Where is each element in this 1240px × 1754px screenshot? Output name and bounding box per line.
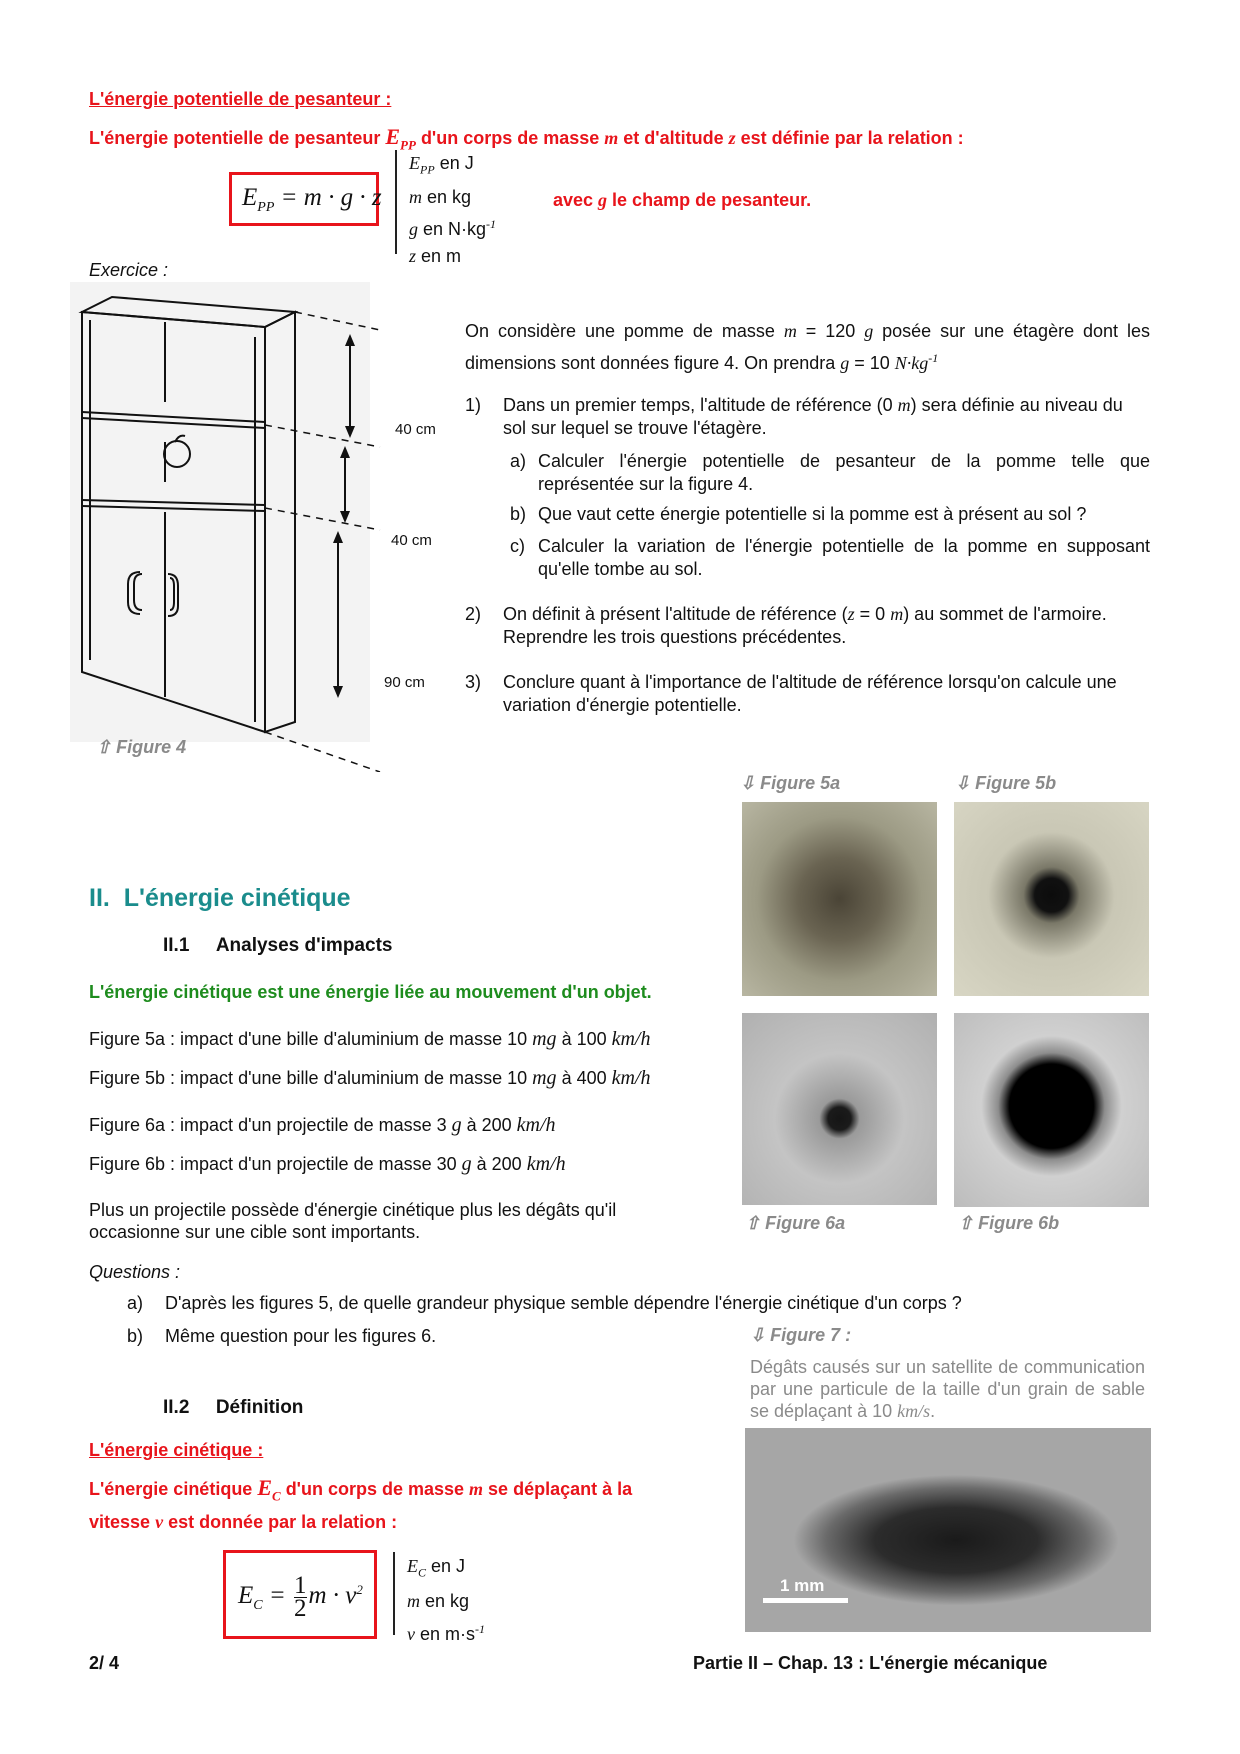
chapter-footer: Partie II – Chap. 13 : L'énergie mécanique xyxy=(693,1653,1048,1673)
question-1b: b) Que vaut cette énergie potentielle si la pomme est à présent au sol ? xyxy=(510,504,1087,524)
ec-formula-box xyxy=(223,1550,377,1639)
impact-6b: Figure 6b : impact d'un projectile de masse 30 g à 200 km/h xyxy=(89,1153,566,1175)
arrow-up-icon: ⇧ xyxy=(958,1213,974,1233)
epp-formula: $E_{PP} = m \cdot g \cdot z$ xyxy=(242,184,382,215)
figure6b-caption: ⇧ Figure 6b xyxy=(958,1213,1060,1233)
question-b: b) Même question pour les figures 6. xyxy=(127,1326,437,1346)
gravity-note: avec g le champ de pesanteur. xyxy=(553,190,812,210)
arrow-down-icon: ⇩ xyxy=(955,773,971,793)
epp-formula-box xyxy=(229,172,382,226)
arrow-down-icon: ⇩ xyxy=(740,773,756,793)
figure5a-photo xyxy=(742,802,937,996)
figure4-cabinet-drawing xyxy=(70,282,450,772)
figure5a-caption: ⇩ Figure 5a xyxy=(740,773,841,793)
section-2-title: II. L'énergie cinétique xyxy=(89,884,351,912)
question-2: 2) On définit à présent l'altitude de référence (z = 0 m) au sommet de l'armoire. Reprendre les trois questions précédentes. xyxy=(465,604,1107,647)
question-3: 3) Conclure quant à l'importance de l'altitude de référence lorsqu'on calcule une variation d'énergie potentielle. xyxy=(465,672,1117,715)
figure7-photo xyxy=(745,1428,1151,1632)
dim-90cm: 90 cm xyxy=(384,674,425,691)
dim-40cm-top: 40 cm xyxy=(395,421,436,438)
dim-40cm-middle: 40 cm xyxy=(391,532,432,549)
exercise-label: Exercice : xyxy=(89,260,169,280)
ec-units: $E_C$ en J m en kg v en $m\cdot s^{-1}$ xyxy=(393,1552,485,1635)
question-1a: a) Calculer l'énergie potentielle de pesanteur de la pomme telle que représentée sur la figure 4. xyxy=(510,451,1150,494)
impact-5b: Figure 5b : impact d'une bille d'aluminium de masse 10 mg à 400 km/h xyxy=(89,1067,651,1089)
question-1: 1) Dans un premier temps, l'altitude de référence (0 m) sera définie au niveau du sol sur lequel se trouve l'étagère. xyxy=(465,395,1123,438)
figure5b-photo xyxy=(954,802,1149,996)
epp-units: $E_{PP}$ en J m en kg g en $N\cdot kg^{-1}$ z en m xyxy=(395,150,496,254)
epp-definition: L'énergie potentielle de pesanteur $E_{PP}$ d'un corps de masse m et d'altitude z est définie par la relation : xyxy=(89,124,964,153)
subsection-2-1-title: II.1 Analyses d'impacts xyxy=(163,935,393,956)
ec-formula: $E_C$ = $\frac{1}{2}$ $m \cdot v^2$ xyxy=(238,1572,363,1622)
question-1c: c) Calculer la variation de l'énergie potentielle de la pomme en supposant qu'elle tombe au sol. xyxy=(510,536,1150,579)
figure6a-photo xyxy=(742,1013,937,1205)
scale-bar xyxy=(763,1598,848,1603)
arrow-up-icon: ⇧ xyxy=(745,1213,761,1233)
ec-heading: L'énergie cinétique : xyxy=(89,1440,264,1460)
page-number: 2/ 4 xyxy=(89,1653,120,1673)
figure7-caption: ⇩ Figure 7 : xyxy=(750,1325,852,1345)
epp-heading: L'énergie potentielle de pesanteur : xyxy=(89,89,392,109)
subsection-2-2-title: II.2 Définition xyxy=(163,1397,304,1418)
impact-conclusion: Plus un projectile possède d'énergie cinétique plus les dégâts qu'il occasionne sur une cible sont importants. xyxy=(89,1200,617,1242)
impact-5a: Figure 5a : impact d'une bille d'aluminium de masse 10 mg à 100 km/h xyxy=(89,1028,651,1050)
ec-definition: L'énergie cinétique $E_C$ d'un corps de masse m se déplaçant à la vitesse v est donnée par la relation : xyxy=(89,1475,633,1533)
kinetic-statement: L'énergie cinétique est une énergie liée au mouvement d'un objet. xyxy=(89,982,652,1002)
figure7-description: Dégâts causés sur un satellite de communication par une particule de la taille d'un grain de sable se déplaçant à 10 km/s. xyxy=(750,1357,1145,1421)
arrow-up-icon: ⇧ xyxy=(96,737,112,757)
impact-6a: Figure 6a : impact d'un projectile de masse 3 g à 200 km/h xyxy=(89,1114,556,1136)
figure4-caption: ⇧ Figure 4 xyxy=(96,737,187,757)
exercise-intro: On considère une pomme de masse m = 120 g posée sur une étagère dont les dimensions sont données figure 4. On prendra g = 10 $N\cdot kg^{-1}$ xyxy=(465,321,1151,373)
question-a: a) D'après les figures 5, de quelle grandeur physique semble dépendre l'énergie cinétique d'un corps ? xyxy=(127,1293,962,1313)
figure6a-caption: ⇧ Figure 6a xyxy=(745,1213,846,1233)
figure6b-photo xyxy=(954,1013,1149,1207)
figure5b-caption: ⇩ Figure 5b xyxy=(955,773,1057,793)
scale-label: 1 mm xyxy=(780,1576,825,1595)
questions-label: Questions : xyxy=(89,1262,181,1282)
arrow-down-icon: ⇩ xyxy=(750,1325,766,1345)
